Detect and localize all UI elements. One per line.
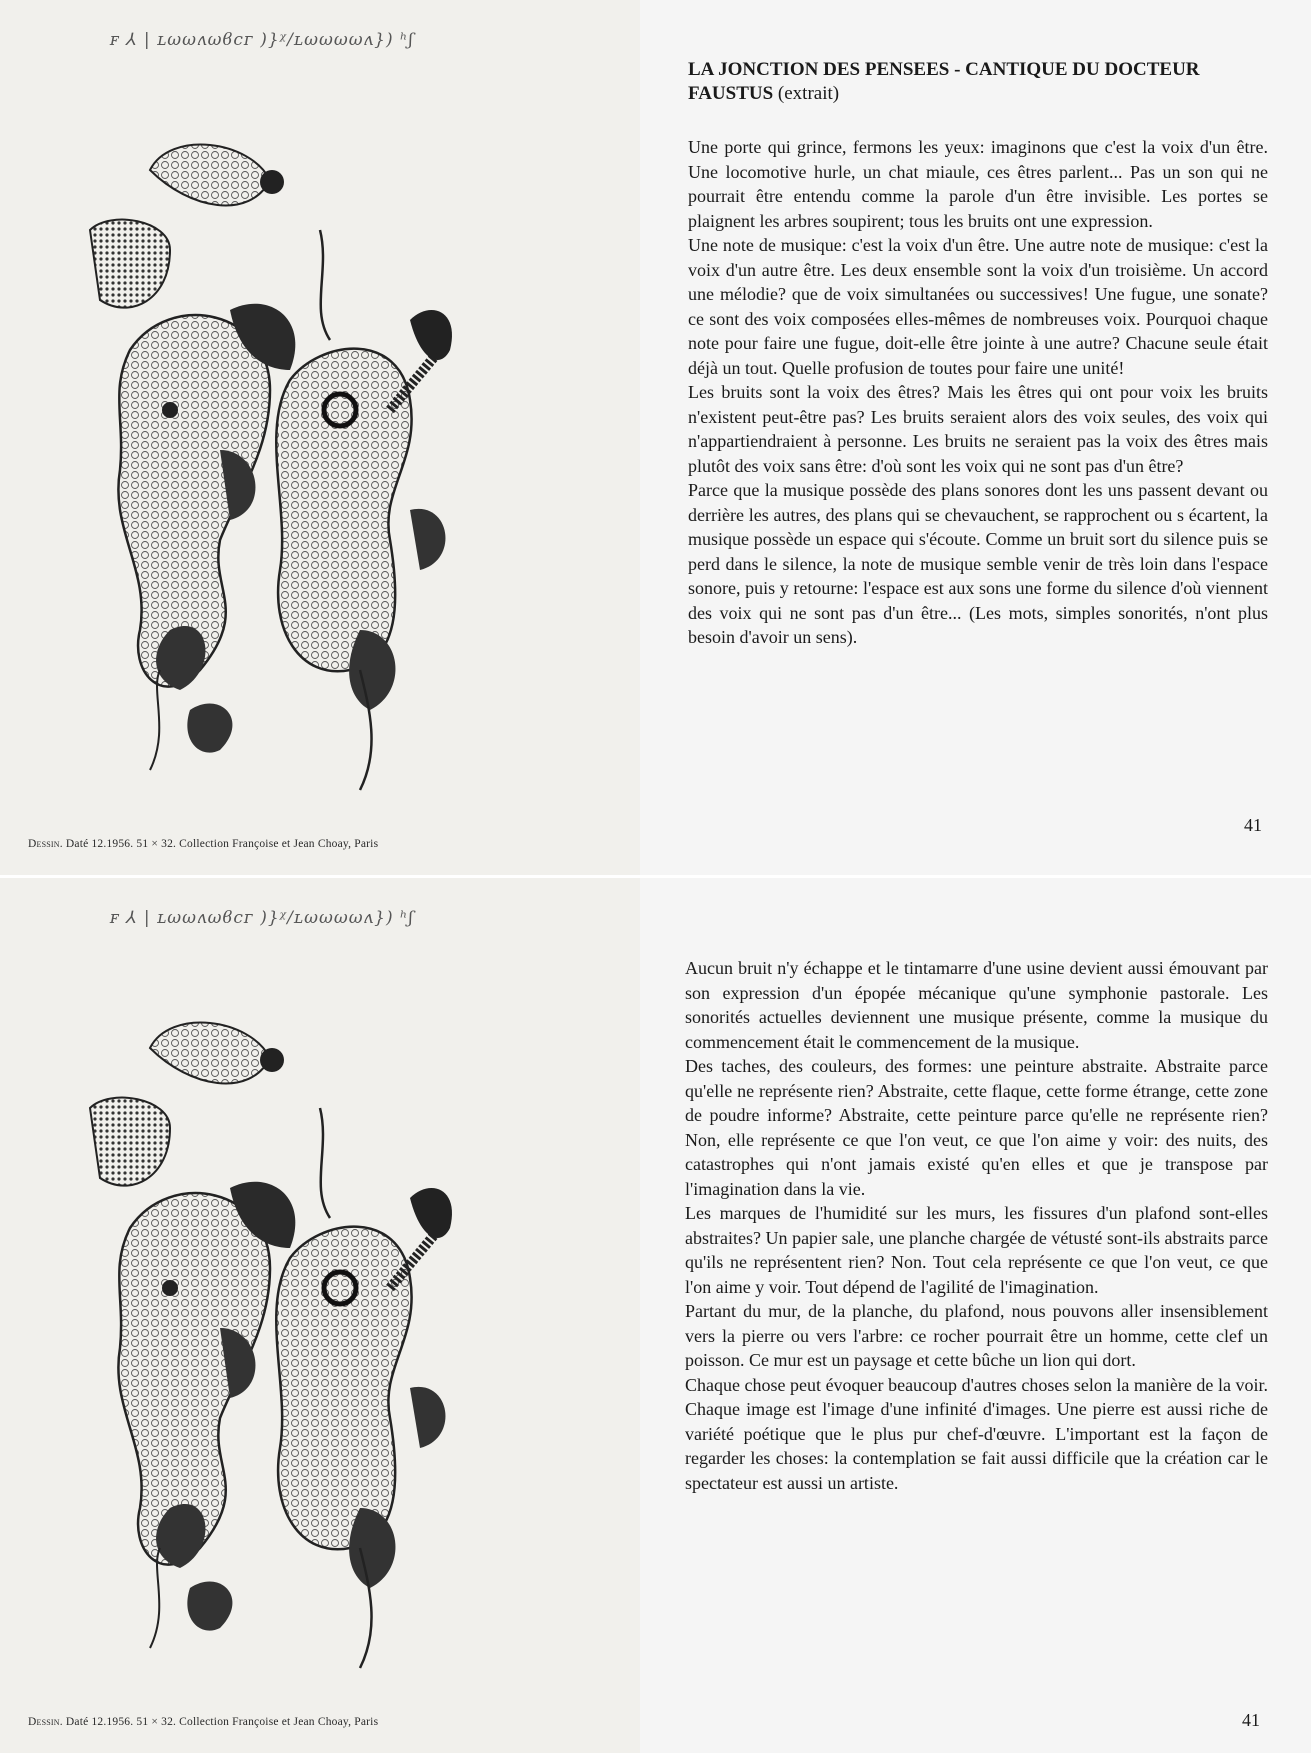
page-number: 41 xyxy=(1244,815,1262,835)
paragraph: Des taches, des couleurs, des formes: une peinture abstraite. Abstraite parce qu'elle ne représente rien? Abstraite, cette flaque, cette forme étrange, cette zone de poudre informe? Abstraite, cette peinture parce qu'elle ne représente rien? Non, elle représente ce que l'on veut, ce que l'on aime y voir: des nuits, des catastrophes qui n'ont jamais existé qu'en elles et que je transpose par l'imagination dans la vie. xyxy=(685,1056,1268,1199)
drawing-caption xyxy=(28,838,378,850)
handwritten-inscription: ꜰ ⅄ | ʟωωʌωϐϲᴦ )}ᵡ/ʟωωωωʌ}) ʰʃ xyxy=(110,908,414,928)
abstract-drawing xyxy=(20,948,560,1708)
paragraph: Partant du mur, de la planche, du plafond, nous pouvons aller insensiblement vers la pierre ou vers l'arbre: ce rocher pourrait être un homme, cette clef un poisson. Ce mur est un paysage et cette bûche un lion qui dort. xyxy=(685,1301,1268,1370)
caption-rest: . Daté 12.1956. 51 × 32. Collection Françoise et Jean Choay, Paris xyxy=(59,1716,379,1728)
paragraph: Aucun bruit n'y échappe et le tintamarre d'une usine devient aussi émouvant par son expression d'un épopée mécanique qu'une symphonie pastorale. Les sonorités actuelles deviennent une musique présente, comme la musique du commencement était le commencement de la musique. xyxy=(685,958,1268,1052)
caption-rest: . Daté 12.1956. 51 × 32. Collection Françoise et Jean Choay, Paris xyxy=(59,838,379,850)
paragraph: Les bruits sont la voix des êtres? Mais les êtres qui ont pour voix les bruits n'existent peut-être pas? Les bruits seraient alors des voix seules, des voix qui n'appartiendraient à personne. Les bruits ne seraient pas la voix des êtres mais plutôt des voix sans être: d'où sont les voix qui ne sont pas d'un être? xyxy=(688,382,1268,476)
abstract-drawing xyxy=(20,70,560,830)
caption-lead: Dessin xyxy=(28,838,60,850)
title-suffix: (extrait) xyxy=(773,83,840,104)
paragraph: Chaque chose peut évoquer beaucoup d'autres choses selon la manière de la voir. Chaque image est l'image d'une infinité d'images. Une pierre est aussi riche de variété poétique que le plus pur chef-d'œuvre. L'important est la façon de regarder les choses: la contemplation se fait aussi difficile que la création car le spectateur est aussi un artiste. xyxy=(685,1374,1268,1493)
body-text xyxy=(685,956,1268,1495)
top-spread xyxy=(0,0,1311,875)
caption-lead: Dessin xyxy=(28,1716,60,1728)
body-text xyxy=(688,135,1268,650)
bottom-spread xyxy=(0,878,1311,1753)
page-number: 41 xyxy=(1242,1710,1260,1730)
handwritten-inscription: ꜰ ⅄ | ʟωωʌωϐϲᴦ )}ᵡ/ʟωωωωʌ}) ʰʃ xyxy=(110,30,414,50)
article-title xyxy=(688,58,1268,106)
drawing-caption xyxy=(28,1716,378,1728)
illustration-page xyxy=(0,0,640,875)
paragraph: Une note de musique: c'est la voix d'un être. Une autre note de musique: c'est la voix d'un autre être. Les deux ensemble sont la voix d'un troisième. Un accord une mélodie? que de voix simultanées ou successives! Une fugue, une sonate? ce sont des voix composées elles-mêmes de nombreuses voix. Pourquoi chaque note pour faire une fugue, doit-elle être jointe à une autre? Chacune seule était déjà un tout. Quelle profusion de toutes pour faire une unité! xyxy=(688,235,1268,378)
paragraph: Une porte qui grince, fermons les yeux: imaginons que c'est la voix d'un être. Une locomotive hurle, un chat miaule, ces êtres parlent... Pas un son qui ne pourrait être entendu comme la parole d'un être invisible. Les portes se plaignent les arbres soupirent; tous les bruits ont une expression. xyxy=(688,137,1268,231)
paragraph: Les marques de l'humidité sur les murs, les fissures d'un plafond sont-elles abstraites? Un papier sale, une planche chargée de vétusté sont-ils abstraits parce qu'ils ne représentent rien? Non. Tout cela représente ce que l'on veut, ce que l'on aime y voir. Tout dépend de l'agilité de l'imagination. xyxy=(685,1203,1268,1297)
illustration-page xyxy=(0,878,640,1753)
paragraph: Parce que la musique possède des plans sonores dont les uns passent devant ou derrière les autres, des plans qui se chevauchent, se rapprochent ou s écartent, la musique possède un espace qui s'écoute. Comme un bruit sort du silence puis se perd dans le silence, la note de musique semble venir de très loin dans l'espace sonore, puis y retourne: l'espace est aux sons une forme du silence d'où viennent des voix qui ne sont pas d'un être... (Les mots, simples sonorités, n'ont plus besoin d'avoir un sens). xyxy=(688,480,1268,647)
title-main: LA JONCTION DES PENSEES - CANTIQUE DU DOCTEUR FAUSTUS xyxy=(688,59,1200,104)
